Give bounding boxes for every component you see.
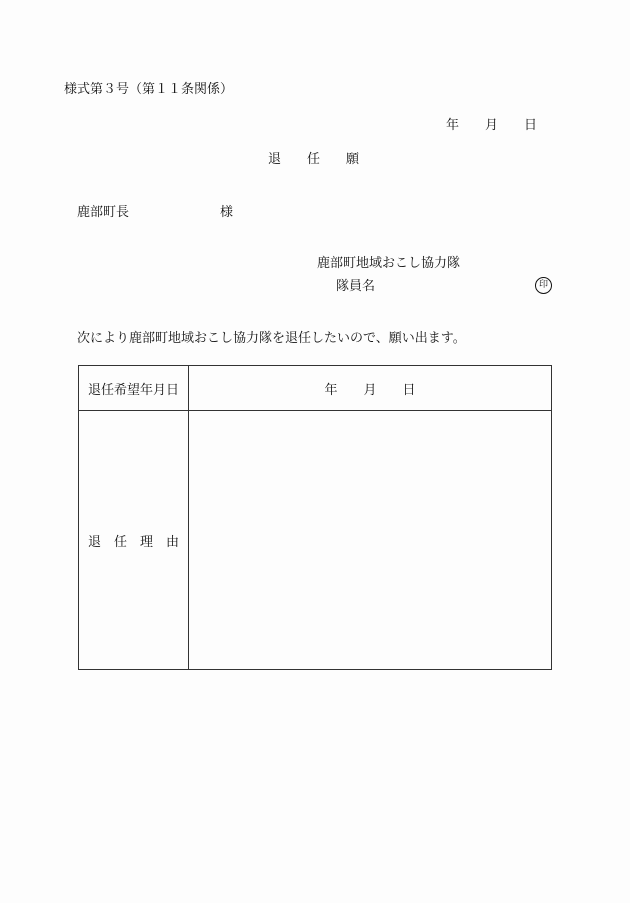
seal-icon: 印 (535, 277, 552, 294)
form-number: 様式第３号（第１１条関係） (64, 82, 234, 97)
table-row-desired-date (79, 366, 552, 411)
body-text: 次により鹿部町地域おこし協力隊を退任したいので、願い出ます。 (77, 331, 466, 346)
document-title: 退 任 願 (268, 152, 360, 167)
desired-date-value[interactable]: 年 月 日 (189, 366, 552, 411)
addressee: 鹿部町長 様 (77, 205, 234, 220)
desired-date-label: 退任希望年月日 (79, 366, 189, 411)
member-name-label: 隊員名 (336, 279, 376, 294)
reason-value[interactable] (189, 411, 552, 670)
date-line: 年 月 日 (446, 118, 538, 133)
reason-label: 退 任 理 由 (79, 411, 189, 670)
resignation-table (78, 365, 552, 670)
applicant-org: 鹿部町地域おこし協力隊 (317, 256, 461, 271)
table-row-reason (79, 411, 552, 670)
